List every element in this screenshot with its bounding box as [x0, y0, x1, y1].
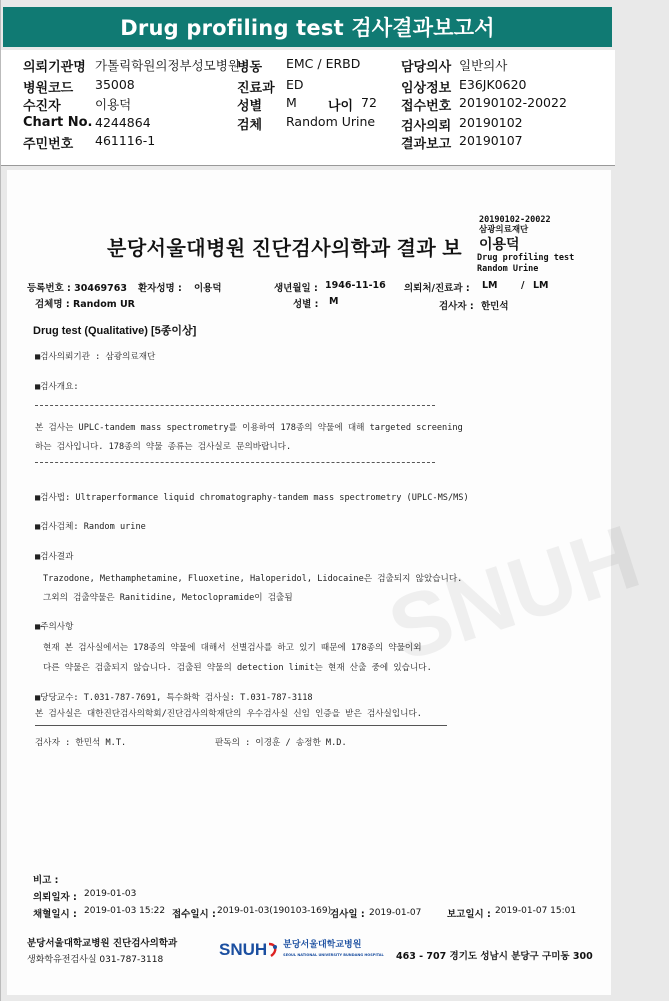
field-label-resident-no: 주민번호: [23, 137, 74, 152]
field-value-age: 72: [361, 95, 377, 110]
field-value-specimen: Random Urine: [286, 114, 376, 129]
specimen-line: ■검사검체: Random urine: [35, 522, 146, 532]
request-date-label: 의뢰일자 :: [33, 892, 77, 903]
field-label-chart-no: Chart No.: [23, 115, 93, 130]
divider: [35, 725, 447, 726]
dob-value: 1946-11-16: [325, 280, 386, 291]
note-label: 비고 :: [33, 875, 59, 886]
field-label-sex: 성별: [237, 99, 263, 114]
result-title: ■검사결과: [35, 552, 74, 562]
field-value-ward: EMC / ERBD: [286, 56, 361, 71]
snuh-logo-english: SEOUL NATIONAL UNIVERSITY BUNDANG HOSPITAL: [283, 953, 384, 957]
field-label-clinical-info: 임상정보: [401, 81, 452, 96]
contact-line-1: ■당당교수: T.031-787-7691, 특수화학 검사실: T.031-787-3118: [35, 693, 313, 703]
snuh-watermark: SNUH: [377, 506, 651, 681]
signer-tester: 검사자 : 한민석 M.T.: [35, 738, 127, 748]
caution-line-1: 현재 본 검사실에서는 178종의 약물에 대해서 선별검사를 하고 있기 때문에 178종의 약물이외: [43, 643, 422, 653]
report-header-title: Drug profiling test 검사결과보고서: [120, 16, 495, 40]
field-value-receipt-no: 20190102-20022: [459, 95, 567, 110]
collect-label: 채혈일시 :: [33, 909, 77, 920]
patient-info-panel: [1, 50, 615, 166]
field-value-sex: M: [286, 95, 297, 110]
test-date-label: 검사일 :: [330, 909, 365, 920]
field-label-request-date: 검사의뢰: [401, 119, 452, 134]
dept-label: 의뢰처/진료과 :: [404, 283, 470, 294]
dept-value-2: LM: [533, 280, 549, 291]
field-label-age: 나이: [328, 99, 354, 114]
receipt-label: 접수일시 :: [172, 909, 216, 920]
footer-org: 분당서울대학교병원 진단검사의학과: [27, 938, 178, 949]
method-line: ■검사법: Ultraperformance liquid chromatography-tandem mass spectrometry (UPLC-MS/MS): [35, 493, 469, 503]
field-value-resident-no: 461116-1: [95, 133, 156, 148]
report-title: 분당서울대병원 진단검사의학과 결과 보: [107, 238, 463, 260]
field-value-patient: 이용덕: [95, 97, 132, 112]
field-label-report-date: 결과보고: [401, 137, 452, 152]
corner-lab-name: 삼광의료재단: [479, 225, 529, 235]
sex-label: 성별 :: [293, 299, 319, 310]
corner-specimen: Random Urine: [477, 264, 539, 274]
sex-value: M: [329, 296, 339, 307]
specimen-name: 검체명 : Random UR: [35, 299, 135, 310]
receipt-value: 2019-01-03(190103-169): [217, 906, 332, 916]
reg-no: 등록번호 : 30469763: [27, 283, 128, 294]
field-value-request-date: 20190102: [459, 115, 523, 130]
tester-label: 검사자 :: [439, 301, 474, 312]
overview-line-1: 본 검사는 UPLC-tandem mass spectrometry를 이용하여 178종의 약물에 대해 targeted screening: [35, 423, 463, 433]
dob-label: 생년월일 :: [274, 283, 318, 294]
field-label-ward: 병동: [237, 60, 263, 75]
field-label-requesting-org: 의뢰기관명: [23, 60, 86, 75]
field-value-report-date: 20190107: [459, 133, 523, 148]
snuh-logo: [219, 940, 384, 960]
signer-reader: 판독의 : 이경훈 / 송정한 M.D.: [215, 738, 347, 748]
patient-name-label: 환자성명 :: [138, 283, 182, 294]
test-date-value: 2019-01-07: [369, 908, 422, 918]
field-label-patient: 수진자: [23, 99, 61, 114]
field-label-hospital-code: 병원코드: [23, 81, 74, 96]
dept-separator: /: [521, 280, 525, 291]
field-value-chart-no: 4244864: [95, 115, 151, 130]
field-value-requesting-org: 가톨릭학원의정부성모병원: [95, 58, 240, 73]
field-value-hospital-code: 35008: [95, 77, 135, 92]
request-date-value: 2019-01-03: [84, 889, 137, 899]
test-title: Drug test (Qualitative) [5종이상]: [33, 325, 197, 337]
dept-value-1: LM: [482, 280, 498, 291]
overview-title: ■검사개요:: [35, 382, 79, 392]
report-header-banner: [3, 7, 612, 47]
field-label-doctor: 담당의사: [401, 60, 452, 75]
corner-test-name: Drug profiling test: [477, 253, 575, 263]
divider: [35, 405, 435, 406]
scanned-report-image: [7, 170, 651, 995]
field-value-clinical-info: E36JK0620: [459, 77, 527, 92]
snuh-logo-mark-icon: [267, 942, 279, 958]
collect-value: 2019-01-03 15:22: [84, 906, 166, 916]
overview-line-2: 하는 검사입니다. 178종의 약물 종류는 검사실로 문의바랍니다.: [35, 442, 292, 452]
footer-lab: 생화학유전검사실 031-787-3118: [27, 955, 164, 965]
patient-name: 이용덕: [194, 283, 222, 294]
snuh-logo-korean: 분당서울대학교병원: [283, 940, 362, 950]
report-time-value: 2019-01-07 15:01: [495, 906, 577, 916]
result-line-2: 그외의 검출약물은 Ranitidine, Metoclopramide이 검출됨: [43, 593, 293, 603]
field-value-department: ED: [286, 77, 304, 92]
lab-line: ■검사의뢰기관 : 삼광의료재단: [35, 352, 156, 362]
contact-line-2: 본 검사실은 대한진단검사의학회/진단검사의학재단의 우수검사실 신임 인증을 받은 검사실입니다.: [35, 709, 422, 719]
field-value-doctor: 일반의사: [459, 58, 508, 73]
footer-address: 463 - 707 경기도 성남시 분당구 구미동 300: [396, 951, 593, 962]
result-line-1: Trazodone, Methamphetamine, Fluoxetine, Haloperidol, Lidocaine은 검출되지 않았습니다.: [43, 574, 463, 584]
corner-receipt-no: 20190102-20022: [479, 215, 551, 225]
report-time-label: 보고일시 :: [447, 909, 491, 920]
field-label-specimen: 검체: [237, 118, 263, 133]
caution-title: ■주의사항: [35, 622, 74, 632]
corner-patient-name: 이용덕: [479, 237, 520, 253]
field-label-department: 진료과: [237, 81, 275, 96]
snuh-logo-text: SNUH: [219, 940, 268, 959]
tester-value: 한민석: [481, 301, 509, 312]
field-label-receipt-no: 접수번호: [401, 99, 452, 114]
divider: [35, 462, 435, 463]
caution-line-2: 다른 약물은 검출되지 않습니다. 검출된 약물의 detection limit는 현재 산출 중에 있습니다.: [43, 663, 432, 673]
